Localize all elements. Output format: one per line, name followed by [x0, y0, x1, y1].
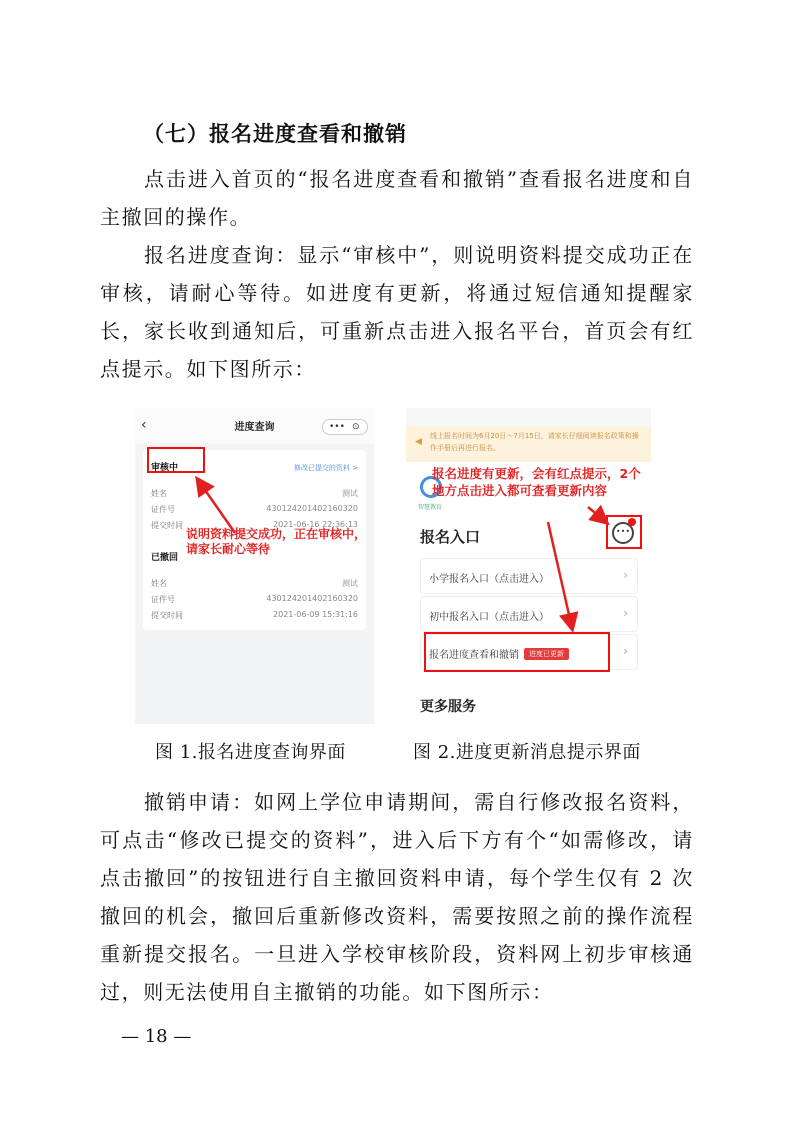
more-icon[interactable]: •••	[329, 422, 345, 432]
field-value: 430124201402160320	[266, 594, 358, 603]
edit-submitted-link[interactable]: 修改已提交的资料 >	[293, 464, 358, 472]
field-value: 2021-06-09 15:31:16	[273, 610, 358, 619]
field-row	[151, 578, 358, 589]
status-badge: 审核中	[151, 463, 179, 473]
field-label: 证件号	[151, 505, 175, 514]
notice-banner	[406, 426, 651, 462]
figure1-annotation: 说明资料提交成功，正在审核中，请家长耐心等待	[186, 527, 367, 556]
figure1-title: 进度查询	[234, 422, 275, 433]
logo-text: 智慧教育	[418, 504, 443, 511]
status-highlight-box	[147, 447, 205, 473]
chevron-right-icon: ›	[623, 644, 628, 658]
field-row	[151, 610, 358, 621]
figure2-caption: 图 2.进度更新消息提示界面	[413, 742, 641, 763]
field-value: 2021-06-16 22:36:13	[273, 520, 358, 529]
status-badge: 已撤回	[151, 553, 179, 563]
entry-label: 初中报名入口（点击进入）	[429, 612, 549, 623]
field-label: 姓名	[151, 579, 167, 588]
paragraph-progress-query: 报名进度查询：显示“审核中”，则说明资料提交成功正在审核，请耐心等待。如进度有更新，将通过短信通知提醒家长，家长收到通知后，可重新点击进入报名平台，首页会有红点提示。如下图所示：	[100, 243, 694, 381]
message-highlight-box	[606, 515, 642, 549]
section-heading: （七）报名进度查看和撤销	[143, 122, 407, 146]
page-number: — 18 —	[121, 1026, 192, 1047]
close-icon[interactable]: ⊙	[352, 422, 360, 432]
message-icon[interactable]: •••	[612, 522, 634, 544]
mini-program-capsule[interactable]	[322, 419, 368, 435]
field-label: 提交时间	[151, 521, 183, 530]
entry-highlight-box	[424, 632, 610, 672]
field-value: 测试	[342, 489, 358, 498]
notice-text: 线上报名时间为6月20日～7月15日，请家长仔细阅读报名政策和操作手册后再进行报名。	[430, 432, 639, 452]
field-label: 提交时间	[151, 611, 183, 620]
figure1-caption: 图 1.报名进度查询界面	[155, 742, 346, 763]
figure1-titlebar	[135, 408, 374, 444]
paragraph-withdraw: 撤销申请：如网上学位申请期间，需自行修改报名资料，可点击“修改已提交的资料”，进入后下方有个“如需修改，请点击撤回”的按钮进行自主撤回资料申请，每个学生仅有 2 次撤回的机会，撤回后重新修改资料，需要按照之前的操作流程重新提交报名。一旦进入学校审核阶段，资料网上初步审核通过，则无法使用自主撤销的功能。如下图所示：	[100, 790, 694, 1004]
figure2-header-strip	[406, 408, 651, 426]
more-services-title: 更多服务	[420, 699, 476, 715]
chevron-right-icon: ›	[623, 606, 628, 620]
entry-label: 报名进度查看和撤销	[429, 650, 519, 661]
field-value: 43012420140216​0320	[266, 504, 358, 513]
field-label: 姓名	[151, 489, 167, 498]
registration-entry-title: 报名入口	[420, 528, 481, 546]
figure2-update-notice-screenshot	[406, 408, 651, 724]
progress-updated-badge: 进度已更新	[524, 648, 569, 660]
middle-school-entry[interactable]	[420, 596, 638, 632]
field-row	[151, 594, 358, 605]
chevron-left-icon[interactable]: ‹	[141, 417, 147, 433]
chevron-right-icon: ›	[623, 568, 628, 582]
paragraph-intro: 点击进入首页的“报名进度查看和撤销”查看报名进度和自主撤回的操作。	[100, 167, 694, 229]
field-row	[151, 504, 358, 515]
field-row	[151, 488, 358, 499]
primary-school-entry[interactable]	[420, 558, 638, 594]
entry-label: 小学报名入口（点击进入）	[429, 574, 549, 585]
field-value: 测试	[342, 579, 358, 588]
field-label: 证件号	[151, 595, 175, 604]
speaker-icon: ◀	[415, 437, 422, 447]
figure2-annotation: 报名进度有更新，会有红点提示，2个地方点击进入都可查看更新内容	[432, 466, 641, 498]
